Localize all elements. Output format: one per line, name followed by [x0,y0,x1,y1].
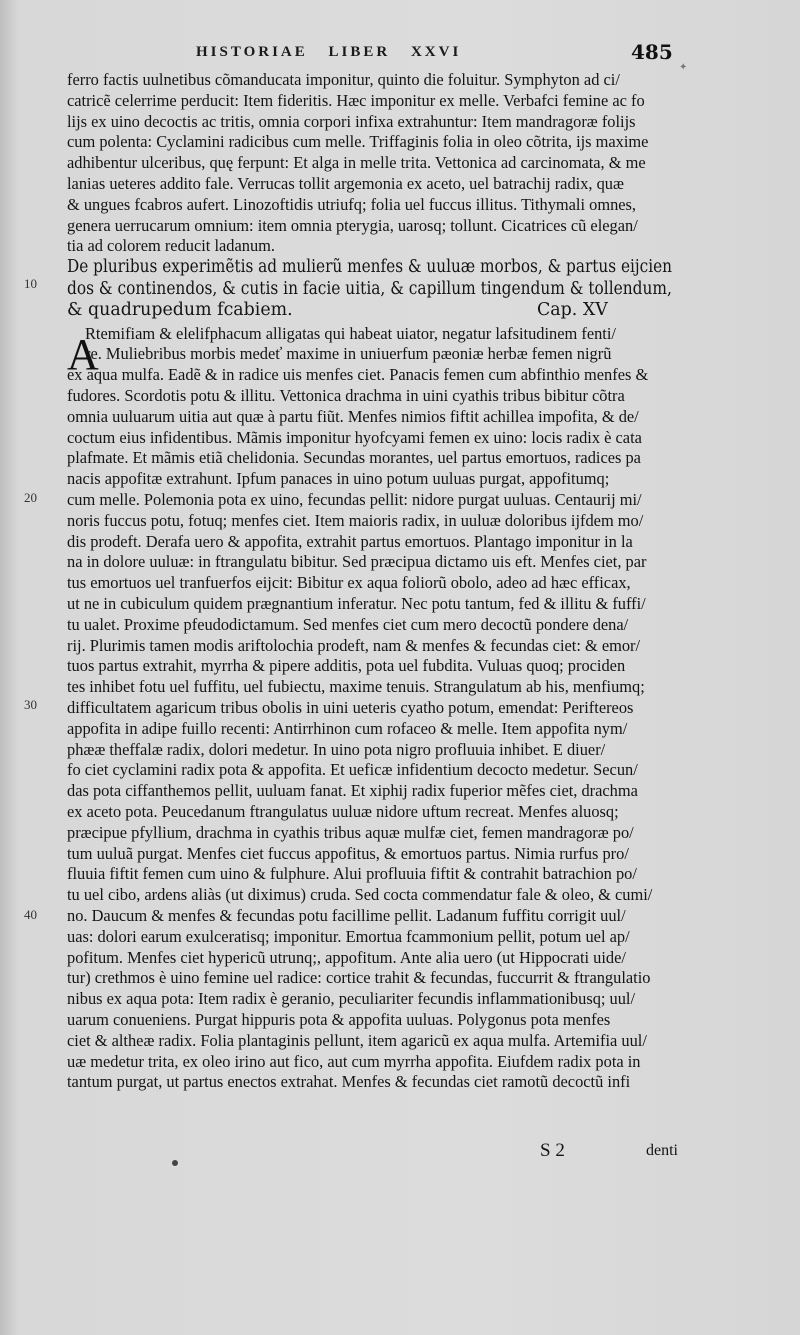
chapter-heading-line: De pluribus experimẽtis ad mulierũ menfes & uuluæ morbos, & partus eijcien [67,257,672,278]
text-line: fluuia fiftit femen cum uino & fulphure. Alui profluuia fiftit & contrahit batrachion po/ [67,864,637,884]
text-line: tu ualet. Proxime pfeudodictamum. Sed menfes ciet cum mero decoctũ pondere dena/ [67,614,629,634]
catchword: denti [646,1142,678,1159]
text-line: ex aceto pota. Peucedanum ftrangulatus uuluæ nidore uftum recreat. Menfes aluosq; [67,802,619,821]
text-line: tia ad colorem reducit ladanum. [67,236,275,256]
chapter-label: Cap. XV [537,300,608,321]
page-corner-mark: ✦ [679,62,688,73]
text-line: uas: dolori earum exulceratisq; imponitur. Emortua fcammonium pellit, potum uel ap/ [67,926,630,946]
text-line: tuos partus extrahit, myrrha & pipere additis, pota uel fubdita. Vuluas quoq; prociden [67,656,626,676]
text-line: nacis appofitæ extrahunt. Ipfum panaces in uino potum uuluas purgat, appofitumq; [67,469,610,489]
text-line: appofita in adipe fuillo recenti: Antirrhinon cum rofaceo & melle. Item appofita nym/ [67,718,628,738]
page-number: 485 [631,40,673,64]
text-line: genera uerrucarum omnium: item omnia pterygia, uarosq; tollunt. Cicatrices cũ elegan/ [67,215,638,235]
text-line: noris fuccus potu, fotuq; menfes ciet. Item maioris radix, in uuluæ doloribus ijfdem mo/ [67,510,644,530]
text-line: uæ medetur trita, ex oleo irino aut fico, aut cum myrrha appofita. Eiufdem radix pota in [67,1051,641,1071]
text-line: nibus ex aqua pota: Item radix è geranio, peculiariter fecundis inflammationibusq; uul/ [67,989,636,1009]
text-line: ut ne in cubiculum quidem prægnantium inferatur. Nec potu tantum, fed & illitu & fuffi/ [67,594,646,614]
signature-mark: S 2 [540,1140,565,1161]
text-line: uarum conueniens. Purgat hippuris pota & appofita uuluas. Polygonus pota menfes [67,1009,611,1029]
text-line: & ungues fcabros aufert. Linozoftidis utriufq; folia uel fuccus illitus. Tithymali omnes, [67,194,637,214]
running-title: HISTORIAE LIBER XXVI [196,44,462,60]
text-line: tur) crethmos è uino femine uel radice: cortice trahit & fecundas, fuccurrit & ftrangulatio [67,968,651,988]
text-line: fo ciet cyclamini radix pota & appofita. Et ueficæ infidentium decocto medetur. Secun/ [67,760,638,780]
chapter-heading [67,257,672,322]
margin-line-number-30: 30 [24,697,37,712]
text-line: fudores. Scordotis potu & illitu. Vettonica drachma in uini cyathis tribus bibitur cõtra [67,386,625,406]
main-text-block [67,70,672,1093]
text-line: ferro factis uulnetibus cõmanducata imponitur, quinto die foluitur. Symphyton ad ci/ [67,70,620,89]
text-line: phææ theffalæ radix, dolori medetur. In uino pota nigro profluuia inhibet. E diuer/ [67,739,606,759]
text-line: coctum eius infidentibus. Mãmis imponitur hyofcyami femen ex uino: locis radix è cata [67,427,642,447]
ink-speck [172,1160,178,1166]
paragraph-2 [67,324,672,1093]
text-line: cum polenta: Cyclamini radicibus cum melle. Triffaginis folia in oleo cõtrita, ijs maxime [67,132,649,152]
text-line: ciet & altheæ radix. Folia plantaginis pellunt, item agaricũ ex aqua mulfa. Artemifia uul/ [67,1030,647,1050]
text-line: no. Daucum & menfes & fecundas potu facillime pellit. Ladanum fuffitu corrigit uul/ [67,905,626,925]
text-line: re. Muliebribus morbis medeť maxime in uniuerfum pæoniæ herbæ femen nigrũ [85,344,612,364]
chapter-heading-line-text: & quadrupedum fcabiem. [67,300,293,321]
text-line: tus emortuos uel tranfuerfos eijcit: Bibitur ex aqua foliorũ obolo, adeo ad hæc efficax, [67,573,631,593]
text-line: præcipue pfyllium, drachma in cyathis tribus aquæ mulfæ ciet, femen mandragoræ po/ [67,822,634,842]
chapter-heading-line: dos & continendos, & cutis in facie uitia, & capillum tingendum & tollendum, [67,278,672,299]
text-line: lijs ex uino decoctis ac tritis, omnia corpori infixa extrahuntur: Item mandragoræ folijs [67,111,636,131]
text-line: tu uel cibo, ardens aliàs (ut diximus) cruda. Sed cocta commendatur fale & oleo, & cumi/ [67,885,653,905]
page-header [0,40,800,73]
text-line: pofitum. Menfes ciet hypericũ utrunq;, appofitum. Ante alia uero (ut Hippocrati uide/ [67,947,626,967]
text-line: difficultatem agaricum tribus obolis in uini ueteris cyatho potum, emendat: Periftereos [67,698,634,718]
paragraph-1 [67,70,672,257]
text-line: tum uuluã purgat. Menfes ciet fuccus appofitus, & emortuos partus. Nimia rurfus pro/ [67,843,629,863]
text-line: plafmate. Et mãmis etiã chelidonia. Secundas morantes, uel partus emortuos, radices pa [67,448,641,468]
margin-line-number-20: 20 [24,490,37,505]
text-line: adhibentur ulceribus, quę ferpunt: Et alga in melle trita. Vettonica ad carcinomata, & me [67,153,646,173]
text-line: rij. Plurimis tamen modis ariftolochia prodeft, nam & menfes & fecundas ciet: & emor/ [67,635,641,655]
text-line: dis prodeft. Derafa uero & appofita, extrahit partus emortuos. Plantago imponitur in la [67,531,633,551]
text-line: tantum purgat, ut partus enectos extrahat. Menfes & fecundas ciet ramotũ decoctũ infi [67,1072,631,1092]
text-line: na in dolore uuluæ: in ftrangulatu bibitur. Sed præcipua dictamo uis eft. Menfes ciet, par [67,552,647,572]
text-line: omnia uuluarum uitia aut quæ à partu fiũt. Menfes nimios fiftit achillea impofita, & de/ [67,406,639,426]
drop-initial: A [67,330,99,379]
text-line: cum melle. Polemonia pota ex uino, fecundas pellit: nidore purgat uuluas. Centaurij mi/ [67,490,642,510]
text-line: lanias ueteres addito fale. Verrucas tollit argemonia ex aceto, uel batrachij radix, quæ [67,173,624,193]
margin-line-number-40: 40 [24,907,37,922]
text-line: ex aqua mulfa. Eadẽ & in radice uis menfes ciet. Panacis femen cum abfinthio menfes & [67,365,649,385]
text-line: tes inhibet fotu uel fuffitu, uel fubiectu, maxime tenuis. Strangulatum ab his, menfiumq; [67,677,645,697]
chapter-heading-line [67,300,672,322]
margin-line-number-10: 10 [24,276,37,291]
text-line: catricẽ celerrime perducit: Item fideritis. Hæc imponitur ex melle. Verbafci femine ac fo [67,90,645,110]
text-line: Rtemifiam & elelifphacum alligatas qui habeat uiator, negatur lafsitudinem fenti/ [85,323,616,343]
text-line: das pota ciffanthemos pellit, uuluam fanat. Et xiphij radix fuperior mẽfes ciet, drachma [67,781,638,801]
